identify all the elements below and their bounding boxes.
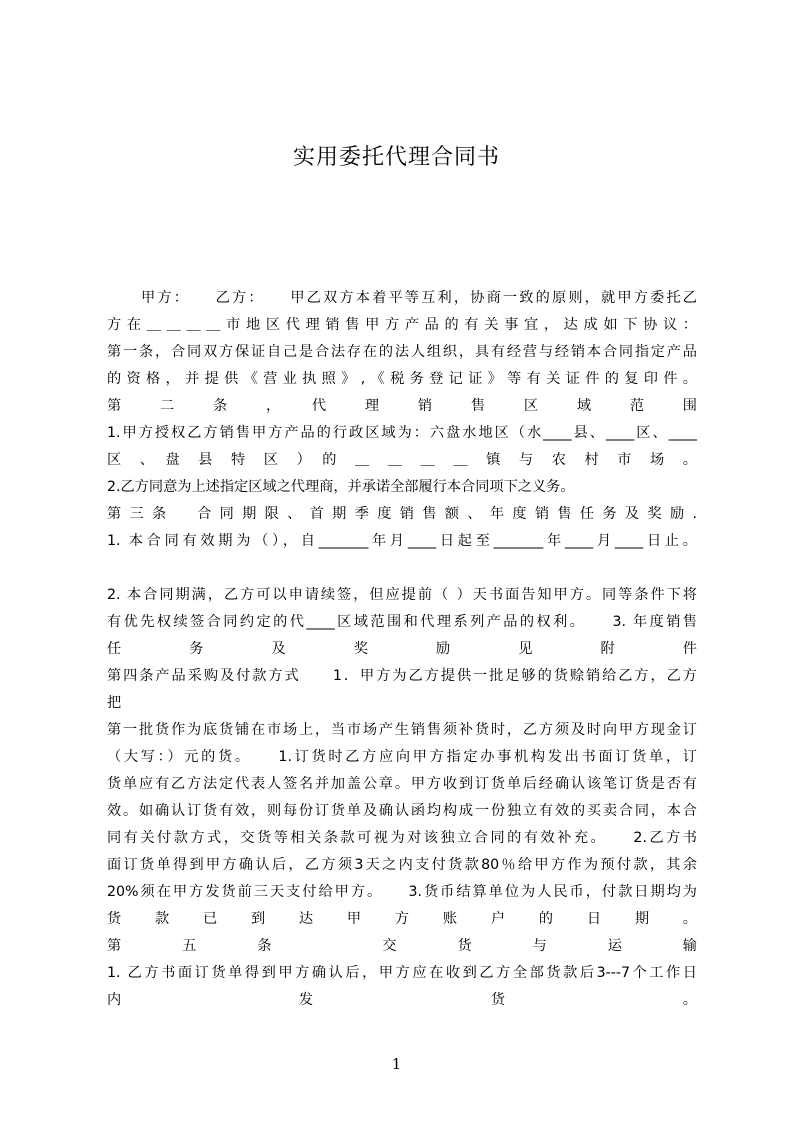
text-line: 区 、 盘 县 特 区 ） 的 ＿ ＿ ＿ ＿ 镇 与 农 村 市 场 。 <box>107 452 697 468</box>
text-line: 第四条产品采购及付款方式 1．甲方为乙方提供一批足够的货赊销给乙方，乙方 <box>107 668 697 684</box>
text-line: 甲方： 乙方： 甲乙双方本着平等互利，协商一致的原则，就甲方委托乙 <box>141 290 697 306</box>
text-line: 20%须在甲方发货前三天支付给甲方。 3.货币结算单位为人民币，付款日期均为 <box>107 884 697 900</box>
text-line: 方在＿＿＿＿市地区代理销售甲方产品的有关事宜，达成如下协议： <box>107 317 697 333</box>
text-line: 第 二 条 ， 代 理 销 售 区 域 范 围 <box>107 398 697 414</box>
page-number: 1 <box>391 1055 402 1073</box>
text-line: 第一批货作为底货铺在市场上，当市场产生销售须补货时，乙方须及时向甲方现金订 <box>107 722 697 738</box>
text-line: 第 五 条 交 货 与 运 输 <box>107 938 697 954</box>
text-line: 内 发 货 。 <box>107 992 697 1008</box>
text-line: 2.乙方同意为上述指定区域之代理商，并承诺全部履行本合同项下之义务。 <box>107 479 575 495</box>
text-line: （大写：）元的货。 1.订货时乙方应向甲方指定办事机构发出书面订货单，订 <box>107 749 697 765</box>
text-line: 的资格，并提供《营业执照》,《税务登记证》等有关证件的复印件。 <box>107 371 697 387</box>
document-title: 实用委托代理合同书 <box>292 145 500 170</box>
text-line: 1.甲方授权乙方销售甲方产品的行政区域为：六盘水地区（水____县、____区、____ <box>107 425 697 441</box>
text-line: 货 款 已 到 达 甲 方 账 户 的 日 期 。 <box>107 911 697 927</box>
text-line: 1. 本合同有效期为（），自_______年月____日起至_______年____月____日止。 <box>107 533 697 549</box>
text-line: 把 <box>107 695 122 711</box>
text-line: 第一条，合同双方保证自己是合法存在的法人组织，具有经营与经销本合同指定产品 <box>107 344 697 360</box>
text-line: 面订货单得到甲方确认后，乙方须3天之内支付货款80％给甲方作为预付款，其余 <box>107 857 697 873</box>
text-line: 有优先权续签合同约定的代____区域范围和代理系列产品的权利。 3. 年度销售 <box>107 614 697 630</box>
text-line: 第三条 合同期限、首期季度销售额、年度销售任务及奖励. <box>107 506 697 522</box>
text-line: 1. 乙方书面订货单得到甲方确认后，甲方应在收到乙方全部货款后3---7个工作日 <box>107 965 697 981</box>
text-line: 2. 本合同期满，乙方可以申请续签，但应提前（ ）天书面告知甲方。同等条件下将 <box>107 587 697 603</box>
text-line: 任 务 及 奖 励 见 附 件 <box>107 641 697 657</box>
blank-line <box>107 555 697 582</box>
text-line: 货单应有乙方法定代表人签名并加盖公章。甲方收到订货单后经确认该笔订货是否有 <box>107 776 697 792</box>
document-body <box>107 285 697 1014</box>
text-line: 同有关付款方式，交货等相关条款可视为对该独立合同的有效补充。 2.乙方书 <box>107 830 697 846</box>
text-line: 效。如确认订货有效，则每份订货单及确认函均构成一份独立有效的买卖合同，本合 <box>107 803 697 819</box>
